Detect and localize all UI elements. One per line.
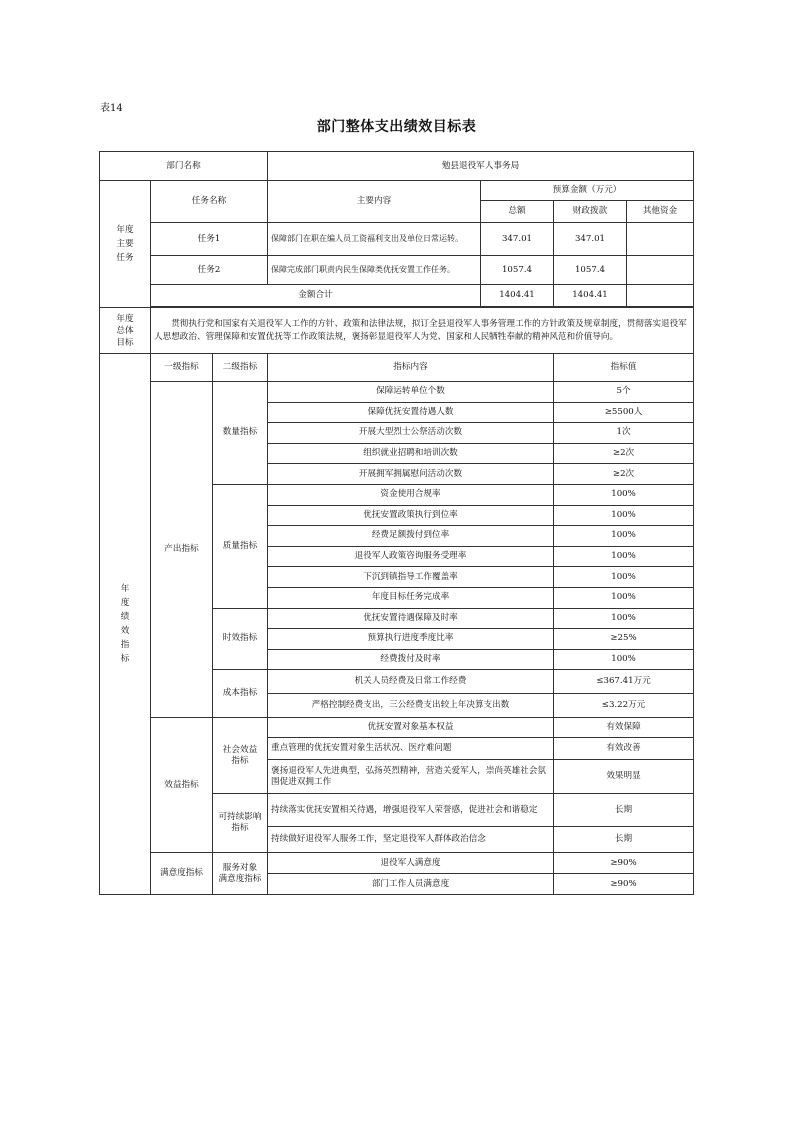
indicator-content: 退役军人满意度 [268, 853, 554, 874]
indicator-content: 优抚安置政策执行到位率 [268, 505, 554, 526]
value-header: 指标值 [554, 354, 694, 382]
indicator-value: 5个 [554, 382, 694, 403]
level1-header: 一级指标 [151, 354, 213, 382]
indicator-content: 经费足额拨付到位率 [268, 526, 554, 547]
indicator-content: 组织就业招聘和培训次数 [268, 443, 554, 464]
task-fiscal: 1057.4 [554, 256, 627, 285]
sum-other [627, 285, 694, 307]
indicator-content: 下沉到镇指导工作覆盖率 [268, 567, 554, 588]
indicator-content: 经费拨付及时率 [268, 649, 554, 670]
task-total: 1057.4 [481, 256, 554, 285]
task-content: 保障完成部门职责内民生保障类优抚安置工作任务。 [268, 256, 481, 285]
task-row [100, 256, 694, 285]
indicator-value: 100% [554, 608, 694, 629]
level1-satisfaction: 满意度指标 [151, 853, 213, 895]
task-total: 347.01 [481, 223, 554, 256]
sum-label: 金额合计 [151, 285, 481, 307]
sum-total: 1404.41 [481, 285, 554, 307]
level2-time: 时效指标 [213, 608, 268, 670]
indicator-header-row [100, 354, 694, 382]
indicator-content: 资金使用合规率 [268, 484, 554, 505]
level1-effect: 效益指标 [151, 718, 213, 853]
indicator-content: 重点管理的优抚安置对象生活状况、医疗难问题 [268, 738, 554, 760]
dept-row [100, 152, 694, 181]
indicator-row [100, 718, 694, 738]
indicator-value: 长期 [554, 794, 694, 827]
indicator-content: 持续做好退役军人服务工作，坚定退役军人群体政治信念 [268, 827, 554, 853]
dept-label: 部门名称 [100, 152, 268, 181]
indicator-content: 年度目标任务完成率 [268, 587, 554, 608]
task-other [627, 256, 694, 285]
indicator-value: 有效改善 [554, 738, 694, 760]
indicator-value: ≥5500人 [554, 402, 694, 423]
indicator-value: 有效保障 [554, 718, 694, 738]
task-name: 任务1 [151, 223, 268, 256]
indicator-value: 100% [554, 649, 694, 670]
budget-other-header: 其他资金 [627, 201, 694, 223]
goal-row [100, 308, 694, 354]
indicator-value: 效果明显 [554, 760, 694, 794]
indicator-content: 优抚安置对象基本权益 [268, 718, 554, 738]
budget-total-header: 总额 [481, 201, 554, 223]
level2-social: 社会效益 指标 [213, 718, 268, 794]
indicator-value: ≤367.41万元 [554, 670, 694, 694]
content-header: 指标内容 [268, 354, 554, 382]
page-title: 部门整体支出绩效目标表 [316, 119, 477, 135]
indicator-value: 100% [554, 484, 694, 505]
dept-value: 勉县退役军人事务局 [268, 152, 694, 181]
level2-service: 服务对象 满意度指标 [213, 853, 268, 895]
level2-header: 二级指标 [213, 354, 268, 382]
indicator-row [100, 853, 694, 874]
tasks-section-label: 年度 主要 任务 [100, 181, 151, 308]
indicator-content: 预算执行进度季度比率 [268, 629, 554, 650]
task-content-header: 主要内容 [268, 181, 481, 223]
indicator-content: 褒扬退役军人先进典型，弘扬英烈精神，营造关爱军人，崇尚英雄社会氛围促进双拥工作 [268, 760, 554, 794]
indicator-value: ≥2次 [554, 443, 694, 464]
indicator-content: 开展拥军拥属慰问活动次数 [268, 464, 554, 485]
budget-fiscal-header: 财政拨款 [554, 201, 627, 223]
indicator-content: 保障运转单位个数 [268, 382, 554, 403]
task-content: 保障部门在职在编人员工资福利支出及单位日常运转。 [268, 223, 481, 256]
level1-output: 产出指标 [151, 382, 213, 718]
indicator-content: 开展大型烈士公祭活动次数 [268, 423, 554, 444]
indicator-content: 持续落实优抚安置相关待遇，增强退役军人荣誉感，促进社会和谐稳定 [268, 794, 554, 827]
indicator-value: ≥25% [554, 629, 694, 650]
level2-cost: 成本指标 [213, 670, 268, 718]
task-name-header: 任务名称 [151, 181, 268, 223]
goal-text: 贯彻执行党和国家有关退役军人工作的方针、政策和法律法规，拟订全县退役军人事务管理工作的方针政策及规章制度，贯彻落实退役军人思想政治、管理保障和安置优抚等工作政策法规，褒扬彰显退役军人为党、国家和人民牺牲奉献的精神风范和价值导向。 [151, 308, 694, 354]
indicator-row [100, 382, 694, 403]
indicator-value: 100% [554, 567, 694, 588]
indicator-content: 机关人员经费及日常工作经费 [268, 670, 554, 694]
indicator-content: 部门工作人员满意度 [268, 874, 554, 895]
indicator-content: 严格控制经费支出，三公经费支出较上年决算支出数 [268, 694, 554, 718]
indicator-value: 100% [554, 587, 694, 608]
task-row [100, 223, 694, 256]
indicator-value: 1次 [554, 423, 694, 444]
indicator-value: 长期 [554, 827, 694, 853]
budget-header: 预算金额（万元） [481, 181, 694, 201]
indicator-content: 保障优抚安置待遇人数 [268, 402, 554, 423]
indicator-value: ≥2次 [554, 464, 694, 485]
performance-target-table [99, 151, 694, 895]
table-number: 表14 [100, 103, 123, 114]
indicator-value: 100% [554, 505, 694, 526]
indicator-value: 100% [554, 546, 694, 567]
indicator-value: ≤3.22万元 [554, 694, 694, 718]
level2-quantity: 数量指标 [213, 382, 268, 485]
indicator-value: ≥90% [554, 853, 694, 874]
indicator-content: 退役军人政策咨询服务受理率 [268, 546, 554, 567]
indicators-section-label: 年 度 绩 效 指 标 [100, 354, 151, 895]
task-other [627, 223, 694, 256]
task-fiscal: 347.01 [554, 223, 627, 256]
task-header-row [100, 181, 694, 201]
sum-fiscal: 1404.41 [554, 285, 627, 307]
task-name: 任务2 [151, 256, 268, 285]
indicator-value: 100% [554, 526, 694, 547]
level2-quality: 质量指标 [213, 484, 268, 608]
indicator-content: 优抚安置待遇保障及时率 [268, 608, 554, 629]
task-sum-row [100, 285, 694, 307]
level2-sustain: 可持续影响 指标 [213, 794, 268, 853]
goal-label: 年度 总体 目标 [100, 308, 151, 354]
indicator-value: ≥90% [554, 874, 694, 895]
